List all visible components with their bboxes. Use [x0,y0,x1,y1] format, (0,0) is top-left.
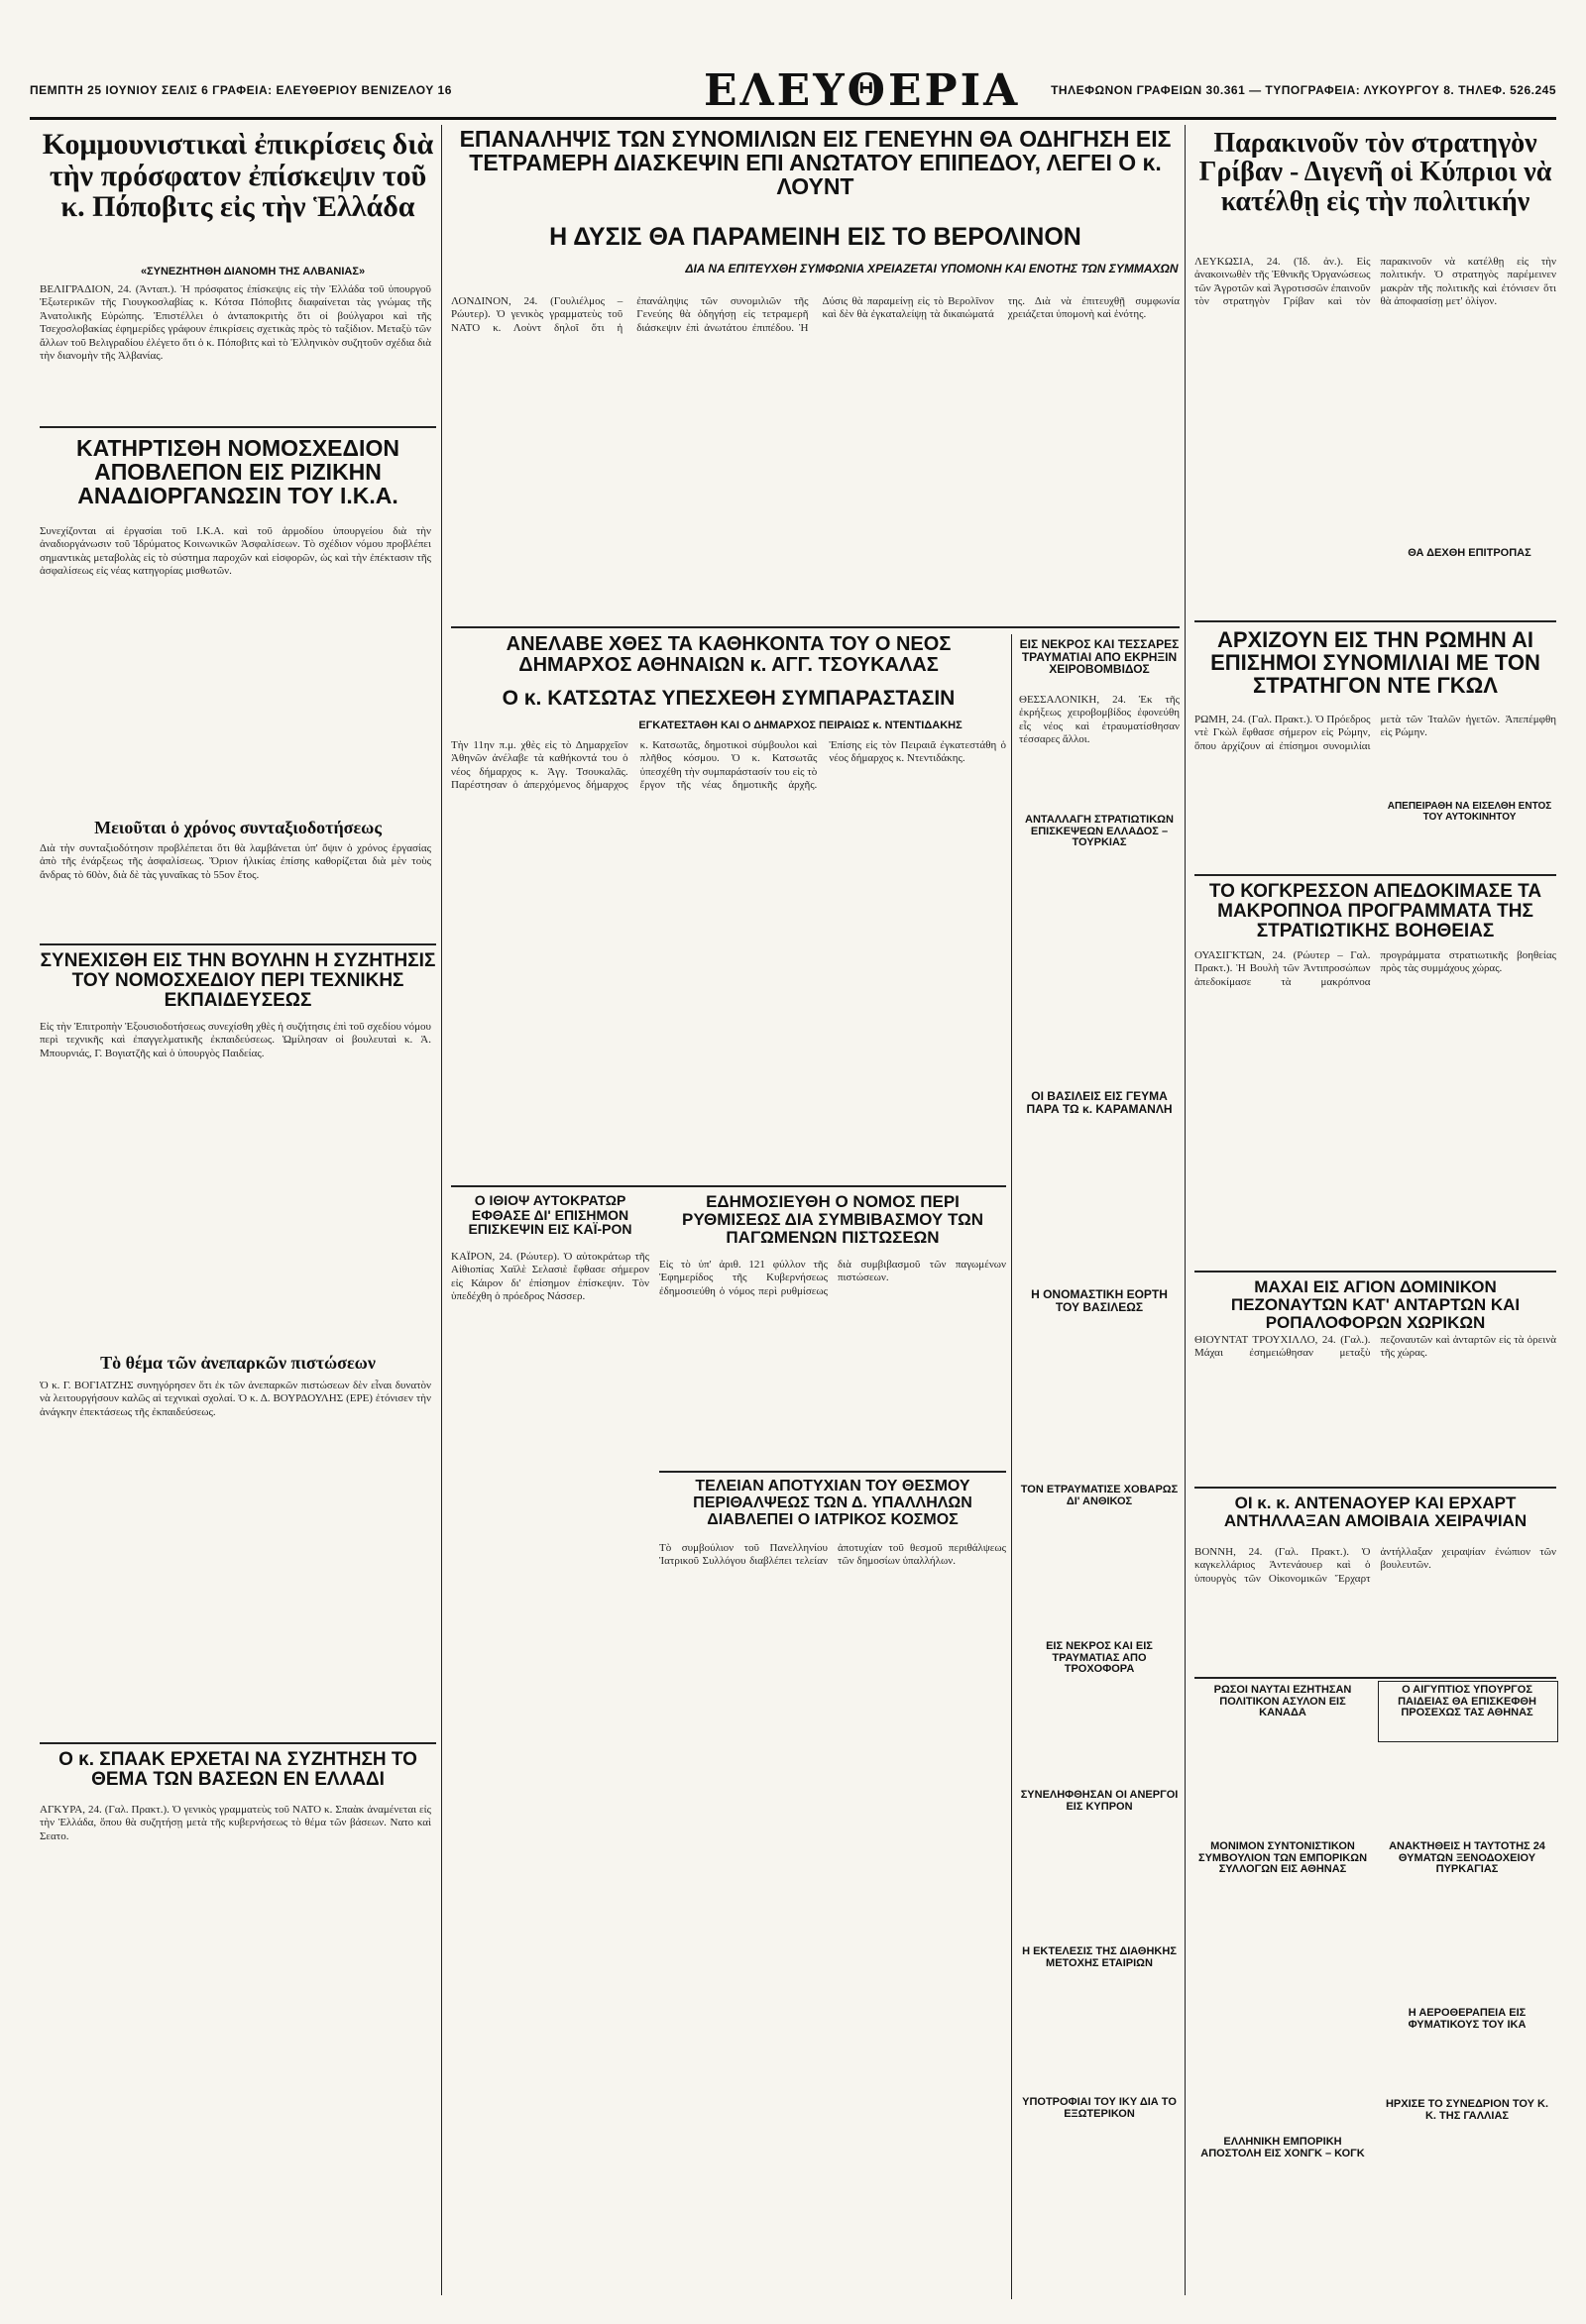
headline-communist-criticism: Κομμουνιστικαὶ ἐπικρίσεις διὰ τὴν πρόσφατον ἐπίσκεψιν τοῦ κ. Πόποβιτς εἰς τὴν Ἑλλάδα [42,128,434,223]
subhead-committees: ΘΑ ΔΕΧΘΗ ΕΠΙΤΡΟΠΑΣ [1408,547,1531,559]
headline-frozen-credits: ΕΔΗΜΟΣΙΕΥΘΗ Ο ΝΟΜΟΣ ΠΕΡΙ ΡΥΘΜΙΣΕΩΣ ΔΙΑ ΣΥΜΒΙΒΑΣΜΟΥ ΤΩΝ ΠΑΓΩΜΕΝΩΝ ΠΙΣΤΩΣΕΩΝ [682,1192,983,1247]
subhead-piraeus-mayor: ΕΓΚΑΤΕΣΤΑΘΗ ΚΑΙ Ο ΔΗΜΑΡΧΟΣ ΠΕΙΡΑΙΩΣ κ. ΝΤΕΝΤΙΔΑΚΗΣ [638,719,963,731]
section-rule [659,1471,1006,1473]
headline-military-visits: ΑΝΤΑΛΛΑΓΗ ΣΤΡΑΤΙΩΤΙΚΩΝ ΕΠΙΣΚΕΨΕΩΝ ΕΛΛΑΔΟΣ – ΤΟΥΡΚΙΑΣ [1025,814,1174,849]
section-rule [451,626,1180,628]
headline-adenauer-erhard: ΟΙ κ. κ. ΑΝΤΕΝΑΟΥΕΡ ΚΑΙ ΕΡΧΑΡΤ ΑΝΤΗΛΛΑΞΑΝ ΑΜΟΙΒΑΙΑ ΧΕΙΡΑΨΙΑΝ [1223,1494,1528,1530]
subhead-allies-unity: ΔΙΑ ΝΑ ΕΠΙΤΕΥΧΘΗ ΣΥΜΦΩΝΙΑ ΧΡΕΙΑΖΕΤΑΙ ΥΠΟΜΟΝΗ ΚΑΙ ΕΝΟΤΗΣ ΤΩΝ ΣΥΜΜΑΧΩΝ [685,262,1179,276]
headline-iky-scholarships: ΥΠΟΤΡΟΦΙΑΙ ΤΟΥ ΙΚΥ ΔΙΑ ΤΟ ΕΞΩΤΕΡΙΚΟΝ [1022,2096,1177,2120]
subhead-car-attempt: ΑΠΕΠΕΙΡΑΘΗ ΝΑ ΕΙΣΕΛΘΗ ΕΝΤΟΣ ΤΟΥ ΑΥΤΟΚΙΝΗΤΟΥ [1387,801,1552,823]
section-rule [451,1185,1006,1187]
headline-congress-aid: ΤΟ ΚΟΓΚΡΕΣΣΟΝ ΑΠΕΔΟΚΙΜΑΣΕ ΤΑ ΜΑΚΡΟΠΝΟΑ ΠΡΟΓΡΑΜΜΑΤΑ ΤΗΣ ΣΤΡΑΤΙΩΤΙΚΗΣ ΒΟΗΘΕΙΑΣ [1208,881,1542,941]
article-body: ΟΥΑΣΙΓΚΤΩΝ, 24. (Ρώυτερ – Γαλ. Πρακτ.). Ἡ Βουλὴ τῶν Ἀντιπροσώπων ἀπεδοκίμασε τὰ μακρόπνοα προγράμματα στρατιωτικῆς βοηθείας πρὸς τὰς συμμάχους χώρας. [1194,949,1556,988]
article-body: Εἰς τὸ ὑπ' ἀριθ. 121 φύλλον τῆς Ἐφημερίδος τῆς Κυβερνήσεως ἐδημοσιεύθη ὁ νόμος περὶ ρυθμίσεως διὰ συμβιβασμοῦ τῶν παγωμένων πιστώσεων. [659,1259,1006,1297]
article-body: ΒΟΝΝΗ, 24. (Γαλ. Πρακτ.). Ὁ καγκελλάριος Ἀντενάουερ καὶ ὁ ὑπουργὸς τῶν Οἰκονομικῶν Ἔρχαρτ ἀντήλλαξαν χειραψίαν ἐνώπιον τῶν βουλευτῶν. [1194,1546,1556,1585]
section-rule [40,1742,436,1744]
headline-russian-sailors: ΡΩΣΟΙ ΝΑΥΤΑΙ ΕΖΗΤΗΣΑΝ ΠΟΛΙΤΙΚΟΝ ΑΣΥΛΟΝ ΕΙΣ ΚΑΝΑΔΑ [1213,1684,1352,1719]
headline-spaak-bases: Ο κ. ΣΠΑΑΚ ΕΡΧΕΤΑΙ ΝΑ ΣΥΖΗΤΗΣΗ ΤΟ ΘΕΜΑ ΤΩΝ ΒΑΣΕΩΝ ΕΝ ΕΛΛΑΔΙ [58,1749,417,1790]
headline-medical-world: ΤΕΛΕΙΑΝ ΑΠΟΤΥΧΙΑΝ ΤΟΥ ΘΕΣΜΟΥ ΠΕΡΙΘΑΛΨΕΩΣ ΤΩΝ Δ. ΥΠΑΛΛΗΛΩΝ ΔΙΑΒΛΕΠΕΙ Ο ΙΑΤΡΙΚΟΣ ΚΟΣΜΟΣ [693,1478,972,1528]
headline-new-mayor: ΑΝΕΛΑΒΕ ΧΘΕΣ ΤΑ ΚΑΘΗΚΟΝΤΑ ΤΟΥ Ο ΝΕΟΣ ΔΗΜΑΡΧΟΣ ΑΘΗΝΑΙΩΝ κ. ΑΓΓ. ΤΣΟΥΚΑΛΑΣ [506,633,952,676]
article-body: Συνεχίζονται αἱ ἐργασίαι τοῦ Ι.Κ.Α. καὶ τοῦ ἁρμοδίου ὑπουργείου διὰ τὴν ἀναδιοργάνωσιν τοῦ Ἱδρύματος Κοινωνικῶν Ἀσφαλίσεων. Τὸ σχέδιον νόμου προβλέπει σημαντικὰς μεταβολὰς εἰς τὸ σύστημα παροχῶν καὶ εἰσφορῶν, ὡς καὶ τὴν ἐπέκτασιν τῆς ἀσφαλίσεως εἰς νέας κατηγορίας μισθωτῶν. [40,525,431,578]
subhead-albania: «ΣΥΝΕΖΗΤΗΘΗ ΔΙΑΝΟΜΗ ΤΗΣ ΑΛΒΑΝΙΑΣ» [140,266,366,277]
headline-ika-bill: ΚΑΤΗΡΤΙΣΘΗ ΝΟΜΟΣΧΕΔΙΟΝ ΑΠΟΒΛΕΠΟΝ ΕΙΣ ΡΙΖΙΚΗΝ ΑΝΑΔΙΟΡΓΑΝΩΣΙΝ ΤΟΥ Ι.Κ.Α. [76,435,399,509]
headline-king-nameday: Η ΟΝΟΜΑΣΤΙΚΗ ΕΟΡΤΗ ΤΟΥ ΒΑΣΙΛΕΩΣ [1031,1287,1168,1314]
article-body: ΘΙΟΥΝΤΑΤ ΤΡΟΥΧΙΛΛΟ, 24. (Γαλ.). Μάχαι ἐσημειώθησαν μεταξὺ πεζοναυτῶν καὶ ἀνταρτῶν εἰς τὰ ὀρεινὰ τῆς χώρας. [1194,1334,1556,1360]
column-rule [1185,125,1186,2295]
masthead-left-info: ΠΕΜΠΤΗ 25 ΙΟΥΝΙΟΥ ΣΕΛΙΣ 6 ΓΡΑΦΕΙΑ: ΕΛΕΥΘΕΡΙΟΥ ΒΕΝΙΖΕΛΟΥ 16 [30,83,452,97]
article-body: ΘΕΣΣΑΛΟΝΙΚΗ, 24. Ἐκ τῆς ἐκρήξεως χειροβομβίδος ἐφονεύθη εἷς νέος καὶ ἐτραυματίσθησαν τέσσαρες ἄλλοι. [1019,694,1180,746]
headline-hong-kong-mission: ΕΛΛΗΝΙΚΗ ΕΜΠΟΡΙΚΗ ΑΠΟΣΤΟΛΗ ΕΙΣ ΧΟΝΓΚ – ΚΟΓΚ [1200,2136,1365,2159]
section-rule [40,943,436,945]
headline-vehicle-accident: ΕΙΣ ΝΕΚΡΟΣ ΚΑΙ ΕΙΣ ΤΡΑΥΜΑΤΙΑΣ ΑΠΟ ΤΡΟΧΟΦΟΡΑ [1046,1640,1153,1676]
article-body: Εἰς τὴν Ἐπιτροπὴν Ἐξουσιοδοτήσεως συνεχίσθη χθὲς ἡ συζήτησις ἐπὶ τοῦ σχεδίου νόμου περὶ τεχνικῆς καὶ ἐπαγγελματικῆς ἐκπαιδεύσεως. Ὡμίλησαν οἱ βουλευταὶ κ. Ἀ. Μπουρνιάς, Γ. Βογιατζῆς καὶ ὁ ὑπουργὸς Παιδείας. [40,1021,431,1059]
headline-grenade-explosion: ΕΙΣ ΝΕΚΡΟΣ ΚΑΙ ΤΕΣΣΑΡΕΣ ΤΡΑΥΜΑΤΙΑΙ ΑΠΟ ΕΚΡΗΞΙΝ ΧΕΙΡΟΒΟΜΒΙΔΟΣ [1019,637,1180,677]
article-body: ΡΩΜΗ, 24. (Γαλ. Πρακτ.). Ὁ Πρόεδρος ντὲ Γκὼλ ἔφθασε σήμερον εἰς Ρώμην, ὅπου ἀρχίζουν αἱ ἐπίσημοι συνομιλίαι μετὰ τῶν Ἰταλῶν ἡγετῶν. Ἀπεπέμφθη εἰς Ρώμην. [1194,714,1556,752]
article-body: ΒΕΛΙΓΡΑΔΙΟΝ, 24. (Ἀνταπ.). Ἡ πρόσφατος ἐπίσκεψις εἰς τὴν Ἑλλάδα τοῦ ὑπουργοῦ Ἐξωτερικῶν τῆς Γιουγκοσλαβίας κ. Κότσα Πόποβιτς διαφαίνεται τὰς γνώμας τῆς Ἀνατολικῆς Εὐρώπης. Ἐπιστέλλει ὁ ἀνταποκριτὴς ὅτι οἱ βούλγαροι καὶ τῆς Τσεχοσλοβακίας ἐφημερίδες γράφουν ἐπικρίσεις σχετικὰς πρὸς τὸ ταξίδιον. Μεταξὺ τῶν ἄλλων τοῦ Βελιγραδίου ἐλέγετο ὅτι ὁ κ. Πόποβιτς καὶ τὸ Ἑλληνικὸν συζητοῦν σχέδια διὰ τὴν διανομὴν τῆς Ἀλβανίας. [40,283,431,363]
article-body: Τὸ συμβούλιον τοῦ Πανελληνίου Ἰατρικοῦ Συλλόγου διαβλέπει τελείαν ἀποτυχίαν τοῦ θεσμοῦ περιθάλψεως τῶν δημοσίων ὑπαλλήλων. [659,1542,1006,1568]
headline-geneva-talks: ΕΠΑΝΑΛΗΨΙΣ ΤΩΝ ΣΥΝΟΜΙΛΙΩΝ ΕΙΣ ΓΕΝΕΥΗΝ ΘΑ ΟΔΗΓΗΣΗ ΕΙΣ ΤΕΤΡΑΜΕΡΗ ΔΙΑΣΚΕΨΙΝ ΕΠΙ ΑΝΩΤΑΤΟΥ ΕΠΙΠΕΔΟΥ, ΛΕΓΕΙ Ο κ. ΛΟΥΝΤ [459,126,1172,200]
article-body: Διὰ τὴν συνταξιοδότησιν προβλέπεται ὅτι θὰ λαμβάνεται ὑπ' ὄψιν ὁ χρόνος ἐργασίας ἀπὸ τῆς ἐνάρξεως τῆς ἀσφαλίσεως. Ὅριον ἡλικίας ἐπίσης καθορίζεται διὰ μὲν τοὺς ἄνδρας τὸ 60ὸν, διὰ δὲ τὰς γυναῖκας τὸ 55ον ἔτος. [40,842,431,881]
section-rule [1194,620,1556,622]
headline-kings-dinner: ΟΙ ΒΑΣΙΛΕΙΣ ΕΙΣ ΓΕΥΜΑ ΠΑΡΑ ΤΩ κ. ΚΑΡΑΜΑΝΛΗ [1026,1089,1173,1116]
headline-santo-domingo: ΜΑΧΑΙ ΕΙΣ ΑΓΙΟΝ ΔΟΜΙΝΙΚΟΝ ΠΕΖΟΝΑΥΤΩΝ ΚΑΤ' ΑΝΤΑΡΤΩΝ ΚΑΙ ΡΟΠΑΛΟΦΟΡΩΝ ΧΩΡΙΚΩΝ [1230,1277,1521,1332]
headline-grivas-politics: Παρακινοῦν τὸν στρατηγὸν Γρίβαν - Διγενῆ οἱ Κύπριοι νὰ κατέλθῃ εἰς τὴν πολιτικήν [1198,128,1552,217]
section-rule [1194,1677,1556,1679]
headline-ethiopian-emperor: Ο ΙΘΙΟΨ ΑΥΤΟΚΡΑΤΩΡ ΕΦΘΑΣΕ ΔΙ' ΕΠΙΣΗΜΟΝ ΕΠΙΣΚΕΨΙΝ ΕΙΣ ΚΑΪ-ΡΟΝ [468,1192,632,1238]
masthead [30,65,1556,120]
column-rule [1011,634,1012,2299]
headline-injured: ΤΟΝ ΕΤΡΑΥΜΑΤΙΣΕ ΧΟΒΑΡΩΣ ΔΙ' ΑΝΘΙΚΟΣ [1020,1484,1179,1507]
section-rule [1194,874,1556,876]
article-body: ΑΓΚΥΡΑ, 24. (Γαλ. Πρακτ.). Ὁ γενικὸς γραμματεὺς τοῦ ΝΑΤΟ κ. Σπαὰκ ἀναμένεται εἰς τὴν Ἑλλάδα, ὅπου θὰ συζητήσῃ μετὰ τῆς κυβερνήσεως τὸ θέμα τῶν βάσεων. Νατο καὶ Σεατο. [40,1804,431,1842]
headline-egyptian-minister: Ο ΑΙΓΥΠΤΙΟΣ ΥΠΟΥΡΓΟΣ ΠΑΙΔΕΙΑΣ ΘΑ ΕΠΙΣΚΕΦΘΗ ΠΡΟΣΕΧΩΣ ΤΑΣ ΑΘΗΝΑΣ [1398,1684,1536,1719]
headline-french-congress: ΗΡΧΙΣΕ ΤΟ ΣΥΝΕΔΡΙΟΝ ΤΟΥ Κ. Κ. ΤΗΣ ΓΑΛΛΙΑΣ [1385,2098,1549,2122]
headline-trade-council: ΜΟΝΙΜΟΝ ΣΥΝΤΟΝΙΣΤΙΚΟΝ ΣΥΜΒΟΥΛΙΟΝ ΤΩΝ ΕΜΠΟΡΙΚΩΝ ΣΥΛΛΟΓΩΝ ΕΙΣ ΑΘΗΝΑΣ [1197,1840,1368,1876]
section-rule [1194,1271,1556,1273]
section-rule [1194,1487,1556,1489]
headline-tb-therapy: Η ΑΕΡΟΘΕΡΑΠΕΙΑ ΕΙΣ ΦΥΜΑΤΙΚΟΥΣ ΤΟΥ ΙΚΑ [1408,2007,1527,2031]
headline-pension-time: Μειοῦται ὁ χρόνος συνταξιοδοτήσεως [94,818,382,837]
masthead-right-info: ΤΗΛΕΦΩΝΟΝ ΓΡΑΦΕΙΩΝ 30.361 — ΤΥΠΟΓΡΑΦΕΙΑ: ΛΥΚΟΥΡΓΟΥ 8. ΤΗΛΕΦ. 526.245 [1051,83,1556,97]
headline-cyprus-unemployed: ΣΥΝΕΛΗΦΘΗΣΑΝ ΟΙ ΑΝΕΡΓΟΙ ΕΙΣ ΚΥΠΡΟΝ [1020,1789,1179,1813]
column-rule [441,125,442,2295]
headline-de-gaulle-rome: ΑΡΧΙΖΟΥΝ ΕΙΣ ΤΗΝ ΡΩΜΗΝ ΑΙ ΕΠΙΣΗΜΟΙ ΣΥΝΟΜΙΛΙΑΙ ΜΕ ΤΟΝ ΣΤΡΑΤΗΓΟΝ ΝΤΕ ΓΚΩΛ [1210,627,1540,699]
headline-credits: Τὸ θέμα τῶν ἀνεπαρκῶν πιστώσεων [100,1353,376,1373]
headline-hotel-fire: ΑΝΑΚΤΗΘΕΙΣ Η ΤΑΥΤΟΤΗΣ 24 ΘΥΜΑΤΩΝ ΞΕΝΟΔΟΧΕΙΟΥ ΠΥΡΚΑΓΙΑΣ [1389,1840,1545,1876]
article-body: ΛΕΥΚΩΣΙΑ, 24. (Ἰδ. ἀν.). Εἰς ἀνακοινωθὲν τῆς Ἐθνικῆς Ὀργανώσεως τῶν Ἀγροτῶν καὶ Ἀγροτισσῶν ἐπαινοῦν τὸν στρατηγὸν Γρίβαν καὶ τὸν παρακινοῦν νὰ κατέλθῃ εἰς τὴν πολιτικήν. Ὁ στρατηγὸς παρέμεινεν μακρὰν τῆς πολιτικῆς καὶ ἐτόνισεν ὅτι θὰ ἀποφασίσῃ μετ' ὀλίγον. [1194,256,1556,308]
article-body: Ὁ κ. Γ. ΒΟΓΙΑΤΖΗΣ συνηγόρησεν ὅτι ἐκ τῶν ἀνεπαρκῶν πιστώσεων δὲν εἶναι δυνατὸν νὰ λειτουργήσουν καλῶς αἱ τεχνικαὶ σχολαί. Ὁ κ. Δ. ΒΟΥΡΔΟΥΛΗΣ (ΕΡΕ) ἐτόνισεν τὴν ἀνάγκην ἐπεκτάσεως τῆς ἐκπαιδεύσεως. [40,1380,431,1418]
article-body: ΚΑΪΡΟΝ, 24. (Ρώυτερ). Ὁ αὐτοκράτωρ τῆς Αἰθιοπίας Χαϊλὲ Σελασιὲ ἔφθασε σήμερον εἰς Κάιρον δι' ἐπίσημον ἐπίσκεψιν. Τὸν ὑπεδέχθη ὁ πρόεδρος Νάσσερ. [451,1251,649,1303]
headline-companies: Η ΕΚΤΕΛΕΣΙΣ ΤΗΣ ΔΙΑΘΗΚΗΣ ΜΕΤΟΧΗΣ ΕΤΑΙΡΙΩΝ [1022,1945,1177,1969]
headline-technical-education: ΣΥΝΕΧΙΣΘΗ ΕΙΣ ΤΗΝ ΒΟΥΛΗΝ Η ΣΥΖΗΤΗΣΙΣ ΤΟΥ ΝΟΜΟΣΧΕΔΙΟΥ ΠΕΡΙ ΤΕΧΝΙΚΗΣ ΕΚΠΑΙΔΕΥΣΕΩΣ [40,950,436,1011]
article-body: ΛΟΝΔΙΝΟΝ, 24. (Γουλιέλμος – Ρώυτερ). Ὁ γενικὸς γραμματεὺς τοῦ ΝΑΤΟ κ. Λοὺντ δηλοῖ ὅτι ἡ ἐπανάληψις τῶν συνομιλιῶν τῆς Γενεύης θὰ ὁδηγήσῃ εἰς τετραμερῆ διάσκεψιν ἐπὶ ἀνωτάτου ἐπιπέδου. Ἡ Δύσις θὰ παραμείνῃ εἰς τὸ Βερολῖνον καὶ δὲν θὰ ἐγκαταλείψῃ τὰ δικαιώματά της. Διὰ νὰ ἐπιτευχθῇ συμφωνία χρειάζεται ὑπομονὴ καὶ ἑνότης. [451,295,1180,334]
headline-west-berlin: Η ΔΥΣΙΣ ΘΑ ΠΑΡΑΜΕΙΝΗ ΕΙΣ ΤΟ ΒΕΡΟΛΙΝΟΝ [549,223,1081,251]
section-rule [40,426,436,428]
article-body: Τὴν 11ην π.μ. χθὲς εἰς τὸ Δημαρχεῖον Ἀθηνῶν ἀνέλαβε τὰ καθήκοντά του ὁ νέος δήμαρχος κ. Ἀγγ. Τσουκαλᾶς. Παρέστησαν ὁ ἀπερχόμενος δήμαρχος κ. Κατσωτᾶς, δημοτικοὶ σύμβουλοι καὶ πλῆθος κόσμου. Ὁ κ. Κατσωτᾶς ὑπεσχέθη τὴν συμπαράστασίν του εἰς τὸ ἔργον τῆς νέας δημοτικῆς ἀρχῆς. Ἐπίσης εἰς τὸν Πειραιᾶ ἐγκατεστάθη ὁ νέος δήμαρχος κ. Ντεντιδάκης. [451,739,1006,792]
newspaper-title: ΕΛΕΥΘΕΡΙΑ [704,65,1021,116]
headline-katsotas-support: Ο κ. ΚΑΤΣΩΤΑΣ ΥΠΕΣΧΕΘΗ ΣΥΜΠΑΡΑΣΤΑΣΙΝ [502,687,956,710]
